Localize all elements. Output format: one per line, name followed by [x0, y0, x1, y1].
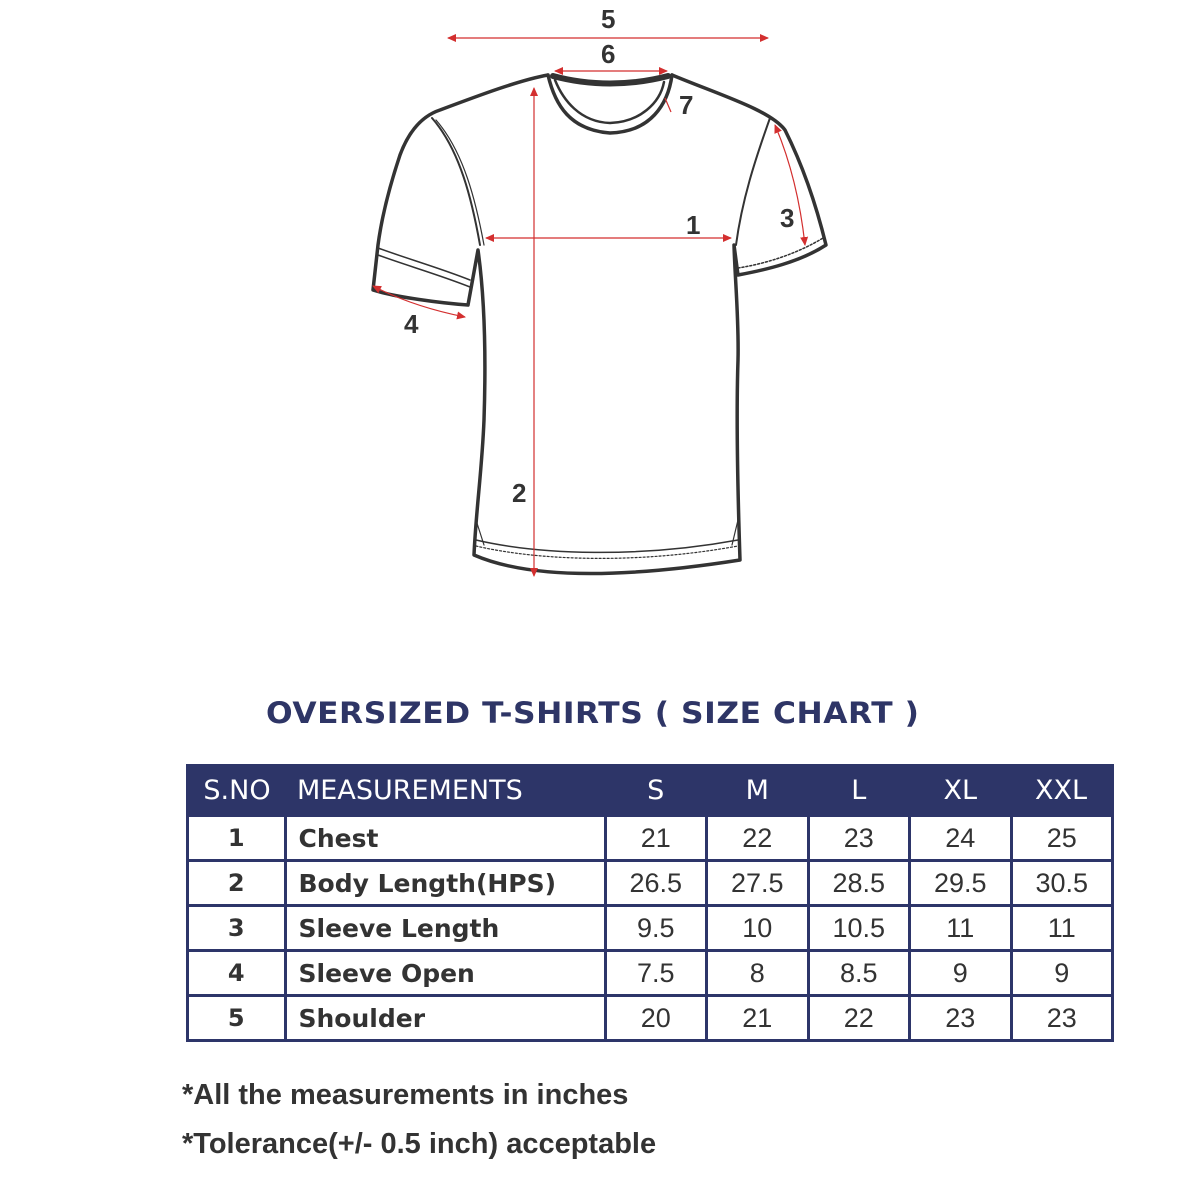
cell-xl: 29.5 [910, 861, 1012, 906]
cell-s: 26.5 [605, 861, 707, 906]
cell-l: 22 [808, 996, 910, 1041]
cell-l: 28.5 [808, 861, 910, 906]
table-row [188, 816, 1113, 861]
row-measurement: Chest [285, 816, 605, 861]
cell-xxl: 11 [1011, 906, 1113, 951]
header-size-m: M [707, 766, 809, 816]
row-measurement: Shoulder [285, 996, 605, 1041]
cell-s: 7.5 [605, 951, 707, 996]
header-size-l: L [808, 766, 910, 816]
row-measurement: Sleeve Open [285, 951, 605, 996]
header-size-s: S [605, 766, 707, 816]
table-row [188, 996, 1113, 1041]
cell-xl: 24 [910, 816, 1012, 861]
cell-xl: 11 [910, 906, 1012, 951]
row-sno: 1 [188, 816, 286, 861]
row-sno: 3 [188, 906, 286, 951]
cell-l: 8.5 [808, 951, 910, 996]
table-row [188, 906, 1113, 951]
cell-xl: 9 [910, 951, 1012, 996]
row-sno: 4 [188, 951, 286, 996]
table-header-row [188, 766, 1113, 816]
cell-m: 27.5 [707, 861, 809, 906]
cell-xxl: 9 [1011, 951, 1113, 996]
page-title: OVERSIZED T-SHIRTS ( SIZE CHART ) [266, 696, 920, 730]
cell-m: 22 [707, 816, 809, 861]
cell-xl: 23 [910, 996, 1012, 1041]
header-size-xl: XL [910, 766, 1012, 816]
row-measurement: Body Length(HPS) [285, 861, 605, 906]
row-sno: 2 [188, 861, 286, 906]
header-sno: S.NO [188, 766, 286, 816]
cell-m: 10 [707, 906, 809, 951]
cell-xxl: 23 [1011, 996, 1113, 1041]
label-1-chest: 1 [686, 210, 701, 240]
cell-l: 10.5 [808, 906, 910, 951]
label-4-sleeve-open: 4 [404, 309, 419, 339]
table-row [188, 861, 1113, 906]
table-row [188, 951, 1113, 996]
label-5-shoulder: 5 [601, 4, 616, 34]
cell-xxl: 30.5 [1011, 861, 1113, 906]
label-3-sleeve-length: 3 [780, 203, 795, 233]
cell-l: 23 [808, 816, 910, 861]
label-6-neck-width: 6 [601, 39, 616, 69]
cell-xxl: 25 [1011, 816, 1113, 861]
header-measurements: MEASUREMENTS [285, 766, 605, 816]
label-2-body-length: 2 [512, 478, 527, 508]
label-7-neck-rib: 7 [679, 90, 694, 120]
row-sno: 5 [188, 996, 286, 1041]
cell-s: 21 [605, 816, 707, 861]
note-tolerance: *Tolerance(+/- 0.5 inch) acceptable [182, 1128, 657, 1160]
row-measurement: Sleeve Length [285, 906, 605, 951]
cell-s: 20 [605, 996, 707, 1041]
note-units: *All the measurements in inches [182, 1079, 629, 1111]
size-chart-table [186, 764, 1114, 1042]
cell-m: 21 [707, 996, 809, 1041]
cell-m: 8 [707, 951, 809, 996]
cell-s: 9.5 [605, 906, 707, 951]
header-size-xxl: XXL [1011, 766, 1113, 816]
